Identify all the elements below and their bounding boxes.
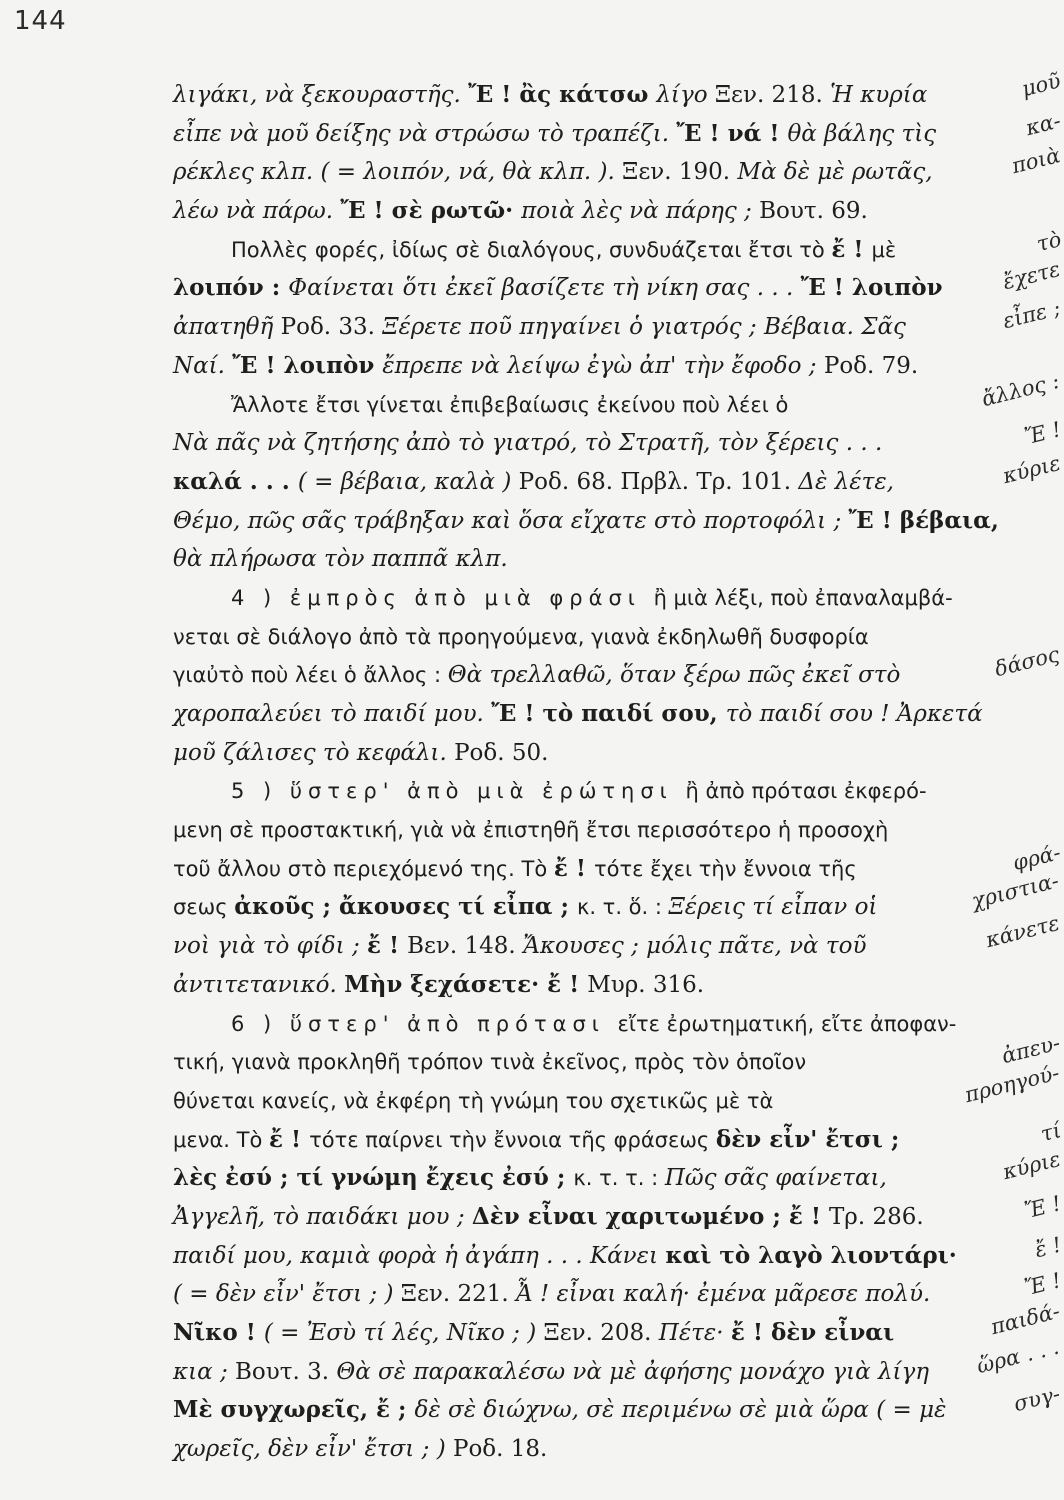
text-segment: Ἔ ! λοιπὸν — [232, 351, 383, 379]
text-segment: Πέτε· — [658, 1320, 731, 1346]
text-segment: Ἔ ! νά ! — [676, 119, 788, 147]
text-segment: θύνεται κανείς, νὰ ἐκφέρη τὴ γνώμη του σχετικῶς μὲ τὰ — [173, 1088, 774, 1113]
curved-margin-text: ἔχετε — [1000, 257, 1063, 295]
text-segment: μοῦ ζάλισες τὸ κεφάλι. — [173, 739, 455, 766]
text-segment: τική, γιανὰ προκληθῆ τρόπον τινὰ ἐκεῖνος, πρὸς τὸν ὁποῖον — [173, 1050, 807, 1075]
curved-margin-text: δάσος — [992, 642, 1063, 682]
text-segment: Ροδ. 68. Πρβλ. Τρ. 101. — [518, 468, 799, 495]
text-segment: Ροδ. 18. — [452, 1436, 548, 1463]
text-segment: ἢ ἀπὸ πρότασι ἐκφερό- — [685, 779, 927, 804]
text-segment: Ἡ κυρία — [830, 82, 928, 108]
text-line — [173, 642, 1063, 695]
text-segment: παιδί μου, καμιὰ φορὰ ἡ ἀγάπη . . . Κάνει — [173, 1242, 666, 1269]
text-segment: Ἀγγελῆ, τὸ παιδάκι μου ; — [173, 1203, 472, 1230]
text-line — [173, 695, 1031, 734]
text-segment: θὰ πλήρωσα τὸν παππᾶ κλπ. — [173, 546, 508, 573]
curved-margin-text: ποιὰ — [1009, 143, 1063, 179]
text-segment: ἔ ! — [269, 1125, 310, 1153]
text-segment: Νῖκο ! — [173, 1319, 264, 1346]
text-segment: Νὰ πᾶς νὰ ζητήσης ἀπὸ τὸ γιατρό, τὸ Στρατῆ, τὸν ξέρεις . . . — [173, 430, 883, 457]
text-segment: Δὲ λέτε, — [798, 468, 894, 495]
text-segment: ( = δὲν εἶν' ἔτσι ; ) — [173, 1281, 401, 1308]
text-segment: καὶ τὸ λαγὸ λιοντάρι· — [665, 1241, 957, 1269]
text-segment: Ἔ ! τὸ παιδί σου, — [491, 700, 726, 727]
text-segment: χαροπαλεύει τὸ παιδί μου. — [173, 701, 492, 727]
text-segment: μενη σὲ προστακτική, γιὰ νὰ ἐπιστηθῆ ἔτσι περισσότερο ἡ προσοχὴ — [173, 818, 889, 843]
text-segment: εἶπε νὰ μοῦ δείξης νὰ στρώσω τὸ τραπέζι. — [173, 120, 677, 147]
text-segment: Πῶς σᾶς φαίνεται, — [664, 1165, 887, 1192]
text-segment: κια ; — [173, 1358, 236, 1385]
text-segment: ρέκλες κλπ. ( = λοιπόν, νά, θὰ κλπ. ). — [173, 159, 623, 186]
text-segment: Ἔ ! ἂς κάτσω — [468, 81, 657, 108]
text-segment: τὸ παιδί σου ! Ἀρκετά — [725, 701, 983, 727]
curved-margin-text: φρά- — [1010, 840, 1063, 875]
text-line — [173, 226, 1064, 270]
text-line — [173, 108, 1064, 154]
text-segment: τοῦ ἄλλου στὸ περιεχόμενό της. Τὸ — [173, 856, 554, 881]
text-line — [173, 1430, 1031, 1469]
curved-margin-text: χριστια- — [969, 868, 1062, 914]
text-segment: Μὴν ξεχάσετε· — [344, 970, 548, 998]
text-segment: καλά . . . — [173, 467, 298, 495]
curved-margin-text: ἀπευ- — [999, 1030, 1063, 1069]
text-line — [173, 417, 1064, 463]
text-segment: σεως — [173, 895, 235, 920]
text-segment: δὲν εἶν' ἔτσι ; — [715, 1125, 900, 1153]
text-line — [173, 1005, 1031, 1044]
text-segment: τότε παίρνει τὴν ἔννοια τῆς φράσεως — [309, 1127, 716, 1152]
text-segment: χωρεῖς, δὲν εἶν' ἔτσι ; ) — [173, 1436, 453, 1463]
text-line — [173, 295, 1063, 347]
text-segment: Ἆ ! εἶναι καλή· ἐμένα μᾶρεσε πολύ. — [516, 1281, 931, 1308]
text-segment: Ξεν. 208. — [543, 1320, 659, 1346]
text-segment: Ξέρεις τί εἶπαν οἱ — [668, 894, 878, 921]
text-line — [173, 966, 1031, 1005]
text-line — [173, 1030, 1063, 1082]
text-segment: Θέμο, πῶς σᾶς τράβηξαν καὶ ὅσα εἴχατε στὸ πορτοφόλι ; — [173, 507, 849, 534]
text-segment: 4 ) ἐμπρὸς ἀπὸ μιὰ φράσι — [231, 585, 654, 610]
text-segment: Βουτ. 3. — [235, 1358, 337, 1385]
curved-margin-text: Ἔ ! — [1022, 1268, 1064, 1301]
curved-margin-text: ἔ ! — [1031, 1232, 1064, 1262]
text-segment: ἔ ! — [831, 235, 872, 263]
text-segment: ( = βέβαια, καλὰ ) — [297, 468, 519, 495]
text-segment: Βεν. 148. — [407, 933, 524, 960]
text-segment: κ. τ. ὅ. : — [576, 895, 669, 920]
curved-margin-text: εἶπε ; — [1000, 295, 1063, 334]
text-line — [173, 368, 1062, 425]
text-segment: λὲς ἐσύ ; τί γνώμη ἔχεις ἐσύ ; — [173, 1164, 574, 1192]
text-line — [173, 257, 1063, 308]
text-segment: λίγο — [656, 82, 715, 108]
text-segment: νεται σὲ διάλογο ἀπὸ τὰ προηγούμενα, γιανὰ ἐκδηλωθῆ δυσφορία — [173, 624, 869, 649]
page-number: 144 — [14, 6, 67, 36]
text-line — [173, 68, 1063, 115]
text-line — [173, 772, 1031, 811]
text-line — [173, 347, 1031, 386]
curved-margin-text: κα- — [1023, 108, 1064, 140]
text-segment: ἔ ! δὲν εἶναι — [730, 1319, 895, 1346]
curved-margin-text: τί — [1038, 1117, 1064, 1146]
text-segment: Ἔ ! σὲ ρωτῶ· — [340, 197, 522, 225]
text-segment: Ναί. — [173, 352, 233, 379]
text-line — [173, 143, 1063, 192]
text-segment: γιαὐτὸ ποὺ λέει ὁ ἄλλος : — [173, 663, 448, 688]
text-line — [173, 1117, 1064, 1160]
text-line — [173, 1191, 1064, 1237]
text-segment: Δὲν εἶναι χαριτωμένο ; — [471, 1202, 789, 1230]
text-segment: Μὰ δὲ μὲ ρωτᾶς, — [737, 159, 933, 186]
text-segment: ἔ ! — [788, 1202, 829, 1230]
text-segment: ἔπρεπε νὰ λείψω ἐγὼ ἀπ' τὴν ἔφοδο ; — [382, 352, 824, 379]
text-segment: λέω νὰ πάρω. — [173, 198, 341, 225]
text-line — [173, 579, 1031, 618]
text-segment: Ἄλλοτε ἔτσι γίνεται ἐπιβεβαίωσις ἐκείνου ποὺ λέει ὁ — [231, 392, 789, 417]
text-line — [173, 811, 1031, 850]
text-segment: μὲ — [871, 237, 897, 262]
text-segment: ἔ ! — [553, 854, 594, 882]
text-segment: ἀπατηθῆ — [173, 314, 281, 341]
text-segment: Ἄκουσες ; μόλις πᾶτε, νὰ τοῦ — [523, 933, 867, 960]
text-segment: νοὶ γιὰ τὸ φίδι ; — [173, 933, 368, 960]
text-segment: Ἔ ! βέβαια, — [848, 506, 999, 534]
curved-margin-text: Ἔ ! — [1022, 1191, 1064, 1224]
text-segment: Ἔ ! λοιπὸν — [800, 274, 943, 302]
text-segment: Ροδ. 79. — [823, 352, 919, 379]
text-segment: Φαίνεται ὅτι ἐκεῖ βασίζετε τὴ νίκη σας . . . — [288, 275, 801, 302]
text-line — [173, 1232, 1064, 1276]
text-segment: Ξεν. 218. — [714, 82, 831, 108]
text-segment: τότε ἔχει τὴν ἔννοια τῆς — [593, 856, 857, 881]
text-line — [173, 450, 1063, 502]
text-line — [173, 1382, 1063, 1430]
text-segment: Ξεν. 221. — [400, 1281, 516, 1308]
curved-margin-text: τὸ — [1034, 226, 1064, 256]
text-line — [173, 734, 1031, 773]
text-line — [173, 502, 1031, 541]
text-segment: λιγάκι, νὰ ξεκουραστῆς. — [173, 82, 469, 108]
text-line — [173, 1268, 1064, 1314]
text-segment: Ξέρετε ποῦ πηγαίνει ὁ γιατρός ; Βέβαια. Σᾶς — [382, 314, 906, 341]
text-segment: λοιπόν : — [173, 274, 289, 302]
body-text — [173, 68, 1064, 1469]
text-segment: 5 ) ὕστερ' ἀπὸ μιὰ ἐρώτησι — [231, 779, 686, 804]
text-segment: Θὰ τρελλαθῶ, ὅταν ξέρω πῶς ἐκεῖ στὸ — [447, 662, 901, 689]
text-segment: ἢ μιὰ λέξι, ποὺ ἐπαναλαμβά- — [653, 585, 953, 610]
curved-margin-text: κύριε — [999, 450, 1063, 489]
text-line — [173, 192, 1031, 231]
text-segment: θὰ βάλης τὶς — [787, 120, 937, 147]
text-line — [173, 618, 1031, 657]
curved-margin-text: παιδά- — [988, 1298, 1063, 1340]
text-segment: κ. τ. τ. : — [573, 1166, 665, 1191]
text-segment: Ξεν. 190. — [622, 159, 738, 186]
text-segment: ἀντιτετανικό. — [173, 971, 345, 998]
text-line — [173, 540, 1031, 579]
text-segment: Μυρ. 316. — [587, 971, 705, 998]
text-segment: εἴτε ἐρωτηματική, εἴτε ἀποφαν- — [617, 1011, 957, 1036]
text-line — [173, 910, 1062, 966]
curved-margin-text: κύριε — [999, 1147, 1063, 1185]
curved-margin-text: ἄλλος : — [979, 368, 1062, 411]
curved-margin-text: μοῦ — [1019, 68, 1063, 102]
text-segment: ( = Ἐσὺ τί λές, Νῖκο ; ) — [263, 1320, 544, 1346]
text-line — [173, 840, 1063, 889]
text-segment: Μὲ συγχωρεῖς, ἔ ; — [173, 1396, 415, 1424]
text-segment: ἔ ! — [547, 970, 588, 998]
text-line — [173, 1147, 1063, 1198]
text-segment: 6 ) ὕστερ' ἀπὸ πρότασι — [231, 1011, 618, 1036]
text-segment: ἔ ! — [367, 932, 408, 960]
curved-margin-text: ὥρα . . . — [974, 1334, 1062, 1378]
text-segment: μενα. Τὸ — [173, 1127, 269, 1152]
text-segment: δὲ σὲ διώχνω, σὲ περιμένω σὲ μιὰ ὥρα ( = μὲ — [414, 1397, 947, 1424]
text-segment: Ροδ. 33. — [280, 314, 383, 341]
text-segment: Τρ. 286. — [828, 1203, 924, 1230]
text-line — [173, 1298, 1063, 1353]
text-line — [173, 1334, 1062, 1392]
text-segment: Βουτ. 69. — [759, 198, 868, 225]
curved-margin-text: κάνετε — [983, 910, 1062, 953]
text-segment: ἀκοῦς ; ἄκουσες τί εἶπα ; — [234, 893, 577, 921]
curved-margin-text: Ἔ ! — [1022, 417, 1064, 450]
text-segment: Θὰ σὲ παρακαλέσω νὰ μὲ ἀφήσης μονάχο γιὰ λίγη — [336, 1358, 930, 1385]
text-segment: Ροδ. 50. — [454, 739, 549, 766]
text-segment: ποιὰ λὲς νὰ πάρης ; — [521, 198, 760, 225]
curved-margin-text: συγ- — [1011, 1382, 1063, 1417]
text-segment: Πολλὲς φορές, ἰδίως σὲ διαλόγους, συνδυάζεται ἔτσι τὸ — [231, 237, 832, 262]
curved-margin-text: προηγού- — [961, 1060, 1062, 1108]
